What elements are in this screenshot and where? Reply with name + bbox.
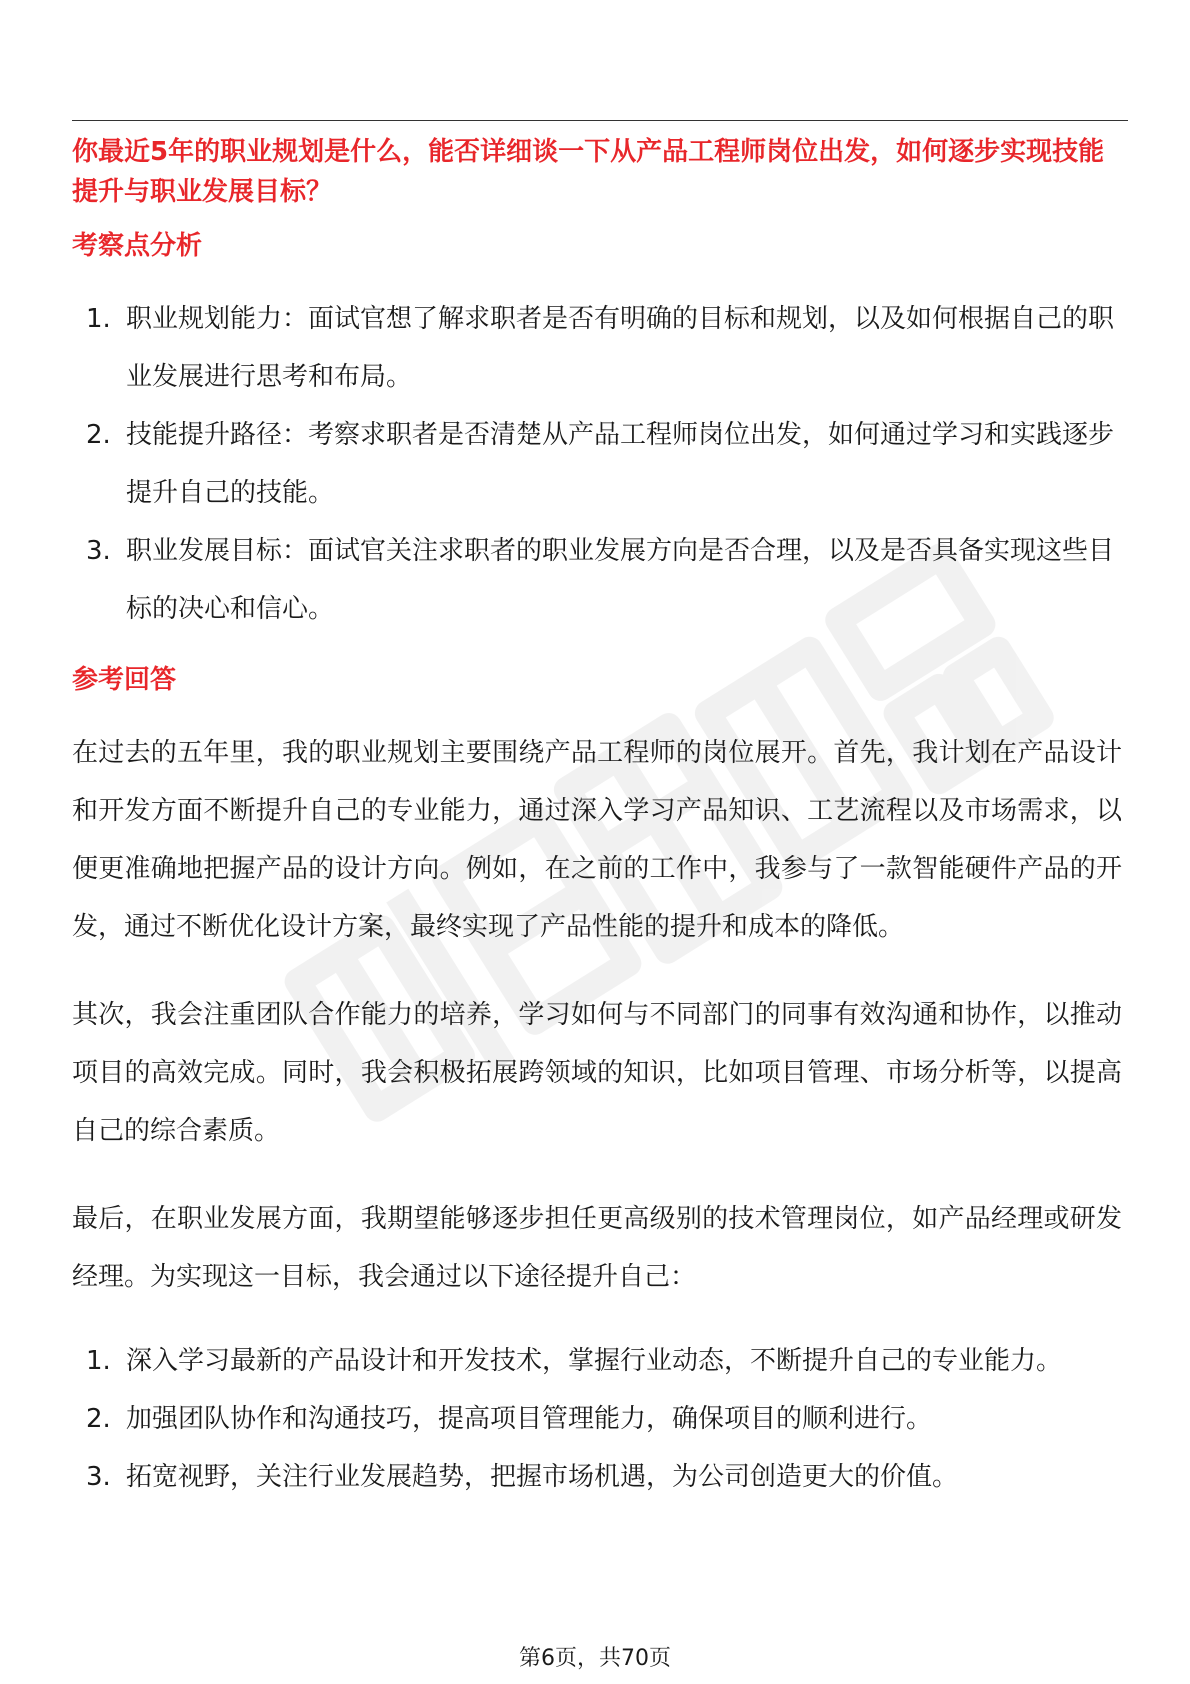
list-number: 1. xyxy=(86,304,111,334)
list-number: 3. xyxy=(86,1462,111,1492)
list-item-text: 职业规划能力：面试官想了解求职者是否有明确的目标和规划，以及如何根据自己的职业发展进行思考和布局。 xyxy=(126,304,1115,392)
list-item xyxy=(72,1390,1122,1448)
list-item-text: 技能提升路径：考察求职者是否清楚从产品工程师岗位出发，如何通过学习和实践逐步提升自己的技能。 xyxy=(126,420,1115,508)
answer-heading: 参考回答 xyxy=(72,665,177,695)
list-number: 3. xyxy=(86,536,111,566)
answer-paragraph: 在过去的五年里，我的职业规划主要围绕产品工程师的岗位展开。首先，我计划在产品设计和开发方面不断提升自己的专业能力，通过深入学习产品知识、工艺流程以及市场需求，以便更准确地把握产品的设计方向。例如，在之前的工作中，我参与了一款智能硬件产品的开发，通过不断优化设计方案，最终实现了产品性能的提升和成本的降低。 xyxy=(72,738,1122,942)
document-content xyxy=(72,132,1122,1506)
list-item xyxy=(72,290,1122,406)
list-item-text: 职业发展目标：面试官关注求职者的职业发展方向是否合理，以及是否具备实现这些目标的决心和信心。 xyxy=(126,536,1115,624)
answer-paragraph: 其次，我会注重团队合作能力的培养，学习如何与不同部门的同事有效沟通和协作，以推动项目的高效完成。同时，我会积极拓展跨领域的知识，比如项目管理、市场分析等，以提高自己的综合素质。 xyxy=(72,1000,1122,1146)
top-rule xyxy=(72,120,1128,121)
list-number: 2. xyxy=(86,1404,111,1434)
list-item-text: 拓宽视野，关注行业发展趋势，把握市场机遇，为公司创造更大的价值。 xyxy=(126,1462,959,1492)
list-item-text: 深入学习最新的产品设计和开发技术，掌握行业动态，不断提升自己的专业能力。 xyxy=(126,1346,1063,1376)
list-item-text: 加强团队协作和沟通技巧，提高项目管理能力，确保项目的顺利进行。 xyxy=(126,1404,933,1434)
list-item xyxy=(72,1448,1122,1506)
list-number: 1. xyxy=(86,1346,111,1376)
answer-list xyxy=(72,1332,1122,1506)
analysis-list xyxy=(72,290,1122,638)
page-number-footer: 第6页，共70页 xyxy=(519,1646,671,1671)
analysis-heading: 考察点分析 xyxy=(72,231,203,261)
answer-paragraph: 最后，在职业发展方面，我期望能够逐步担任更高级别的技术管理岗位，如产品经理或研发经理。为实现这一目标，我会通过以下途径提升自己： xyxy=(72,1204,1122,1292)
list-item xyxy=(72,1332,1122,1390)
list-item xyxy=(72,406,1122,522)
question-title: 你最近5年的职业规划是什么，能否详细谈一下从产品工程师岗位出发，如何逐步实现技能提升与职业发展目标？ xyxy=(72,137,1105,207)
list-item xyxy=(72,522,1122,638)
list-number: 2. xyxy=(86,420,111,450)
